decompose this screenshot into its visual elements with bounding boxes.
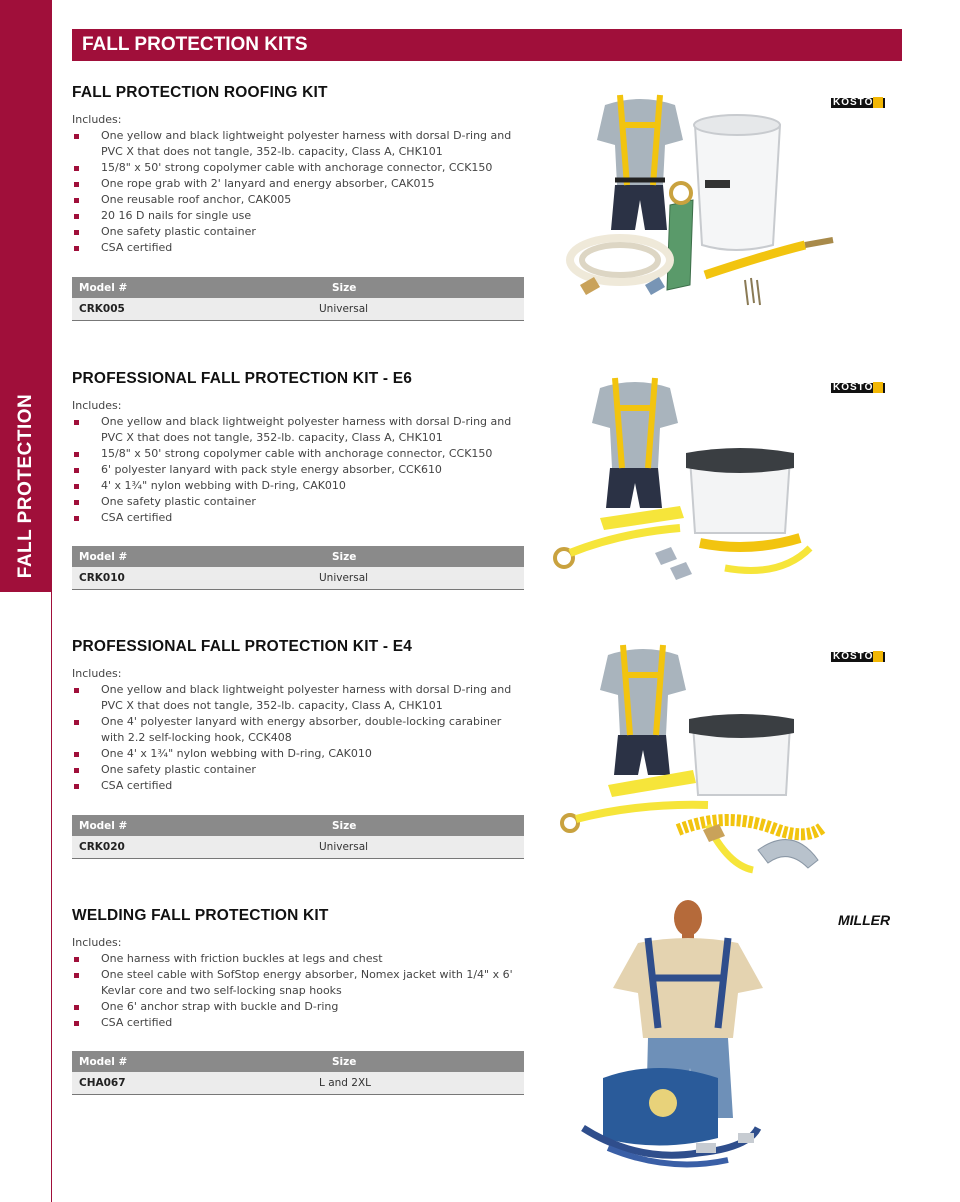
feature-item: One rope grab with 2' lanyard and energy absorber, CAK015	[72, 176, 527, 192]
sidebar-label: FALL PROTECTION	[15, 393, 36, 579]
feature-list	[72, 414, 527, 526]
kosto-logo: KOSTO	[831, 652, 885, 662]
product-title: PROFESSIONAL FALL PROTECTION KIT - E6	[72, 370, 413, 387]
kosto-logo: KOSTO	[831, 383, 885, 393]
size-cell: L and 2XL	[252, 1072, 524, 1094]
product-kit-e6	[72, 370, 527, 526]
model-header: Model #	[72, 277, 252, 298]
feature-item: 20 16 D nails for single use	[72, 208, 527, 224]
feature-item: One 4' x 1¾" nylon webbing with D-ring, CAK010	[72, 746, 527, 762]
sidebar-tab	[0, 0, 52, 592]
feature-list	[72, 951, 527, 1031]
feature-item: 15/8" x 50' strong copolymer cable with anchorage connector, CCK150	[72, 446, 527, 462]
feature-item: One yellow and black lightweight polyester harness with dorsal D-ring and PVC X that does not tangle, 352-lb. capacity, Class A, CHK101	[72, 414, 527, 446]
kosto-logo: KOSTO	[831, 98, 885, 108]
feature-item: CSA certified	[72, 778, 527, 794]
model-cell: CRK020	[72, 836, 252, 858]
roofing-kit-image	[565, 85, 855, 310]
spec-table	[72, 1051, 524, 1095]
feature-item: One safety plastic container	[72, 494, 527, 510]
model-cell: CRK010	[72, 567, 252, 589]
feature-item: CSA certified	[72, 1015, 527, 1031]
feature-item: 6' polyester lanyard with pack style energy absorber, CCK610	[72, 462, 527, 478]
includes-label: Includes:	[72, 667, 122, 680]
model-header: Model #	[72, 1051, 252, 1072]
sidebar-rule	[51, 592, 52, 1202]
table-row	[72, 1072, 524, 1094]
size-cell: Universal	[252, 836, 524, 858]
feature-item: One yellow and black lightweight polyester harness with dorsal D-ring and PVC X that does not tangle, 352-lb. capacity, Class A, CHK101	[72, 128, 527, 160]
feature-item: One safety plastic container	[72, 762, 527, 778]
size-cell: Universal	[252, 567, 524, 589]
product-roofing-kit	[72, 84, 527, 256]
includes-label: Includes:	[72, 936, 122, 949]
table-row	[72, 567, 524, 589]
product-title: FALL PROTECTION ROOFING KIT	[72, 84, 328, 101]
feature-item: CSA certified	[72, 240, 527, 256]
spec-table	[72, 277, 524, 321]
miller-logo: MILLER	[838, 912, 891, 928]
product-title: PROFESSIONAL FALL PROTECTION KIT - E4	[72, 638, 413, 655]
size-header: Size	[252, 546, 524, 567]
feature-list	[72, 128, 527, 256]
product-kit-e4	[72, 638, 527, 794]
size-cell: Universal	[252, 298, 524, 320]
size-header: Size	[252, 277, 524, 298]
feature-item: One safety plastic container	[72, 224, 527, 240]
model-cell: CHA067	[72, 1072, 252, 1094]
kit-e6-image	[550, 368, 840, 583]
spec-table	[72, 815, 524, 859]
feature-item: One reusable roof anchor, CAK005	[72, 192, 527, 208]
includes-label: Includes:	[72, 399, 122, 412]
feature-item: One yellow and black lightweight polyester harness with dorsal D-ring and PVC X that does not tangle, 352-lb. capacity, Class A, CHK101	[72, 682, 527, 714]
kit-e4-image	[558, 635, 848, 885]
size-header: Size	[252, 1051, 524, 1072]
feature-list	[72, 682, 527, 794]
model-header: Model #	[72, 546, 252, 567]
feature-item: One harness with friction buckles at legs and chest	[72, 951, 527, 967]
table-row	[72, 298, 524, 320]
product-title: WELDING FALL PROTECTION KIT	[72, 907, 329, 924]
includes-label: Includes:	[72, 113, 122, 126]
feature-item: 15/8" x 50' strong copolymer cable with anchorage connector, CCK150	[72, 160, 527, 176]
section-banner	[72, 29, 902, 61]
feature-item: 4' x 1¾" nylon webbing with D-ring, CAK010	[72, 478, 527, 494]
feature-item: One 6' anchor strap with buckle and D-ring	[72, 999, 527, 1015]
size-header: Size	[252, 815, 524, 836]
feature-item: One 4' polyester lanyard with energy absorber, double-locking carabiner with 2.2 self-locking hook, CCK408	[72, 714, 527, 746]
welding-kit-image	[578, 898, 793, 1176]
table-row	[72, 836, 524, 858]
product-welding-kit	[72, 907, 527, 1031]
model-cell: CRK005	[72, 298, 252, 320]
feature-item: CSA certified	[72, 510, 527, 526]
feature-item: One steel cable with SofStop energy absorber, Nomex jacket with 1/4" x 6' Kevlar core and two self-locking snap hooks	[72, 967, 527, 999]
spec-table	[72, 546, 524, 590]
model-header: Model #	[72, 815, 252, 836]
section-title: FALL PROTECTION KITS	[82, 34, 308, 55]
